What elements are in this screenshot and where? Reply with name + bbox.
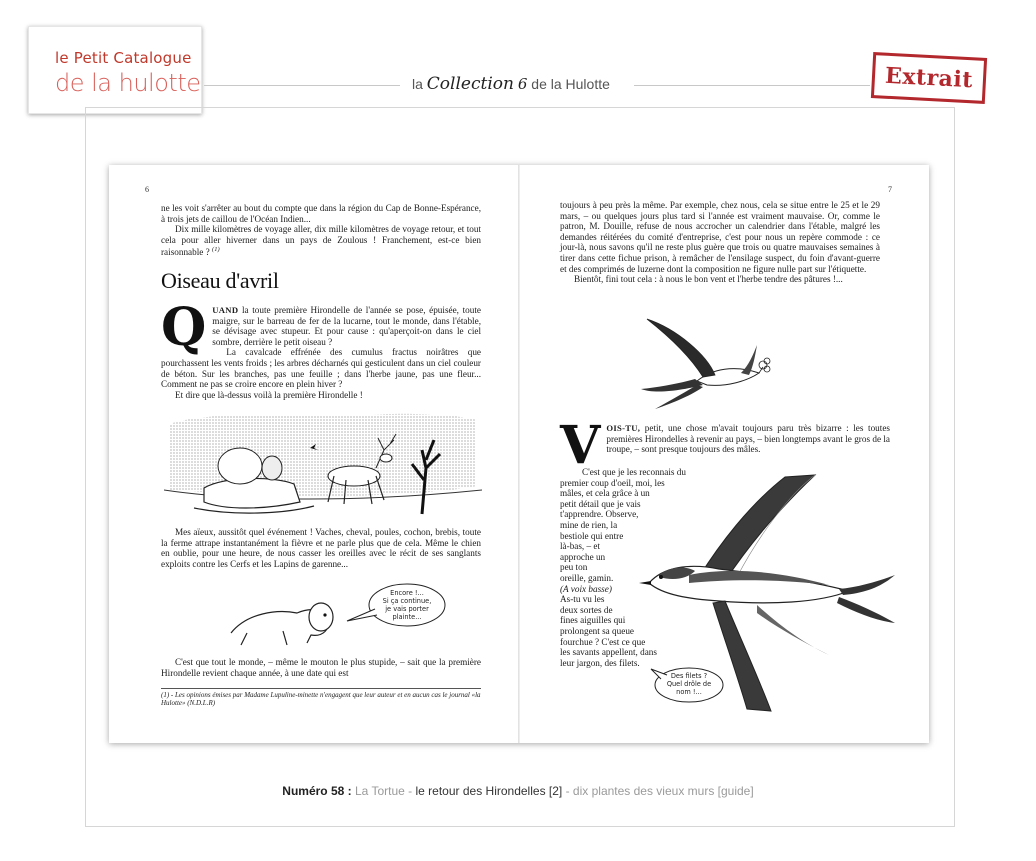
wrap-line-15: fines aiguilles qui <box>560 615 626 626</box>
right-top-text <box>560 200 880 285</box>
issue-part-3: - dix plantes des vieux murs [guide] <box>565 784 754 798</box>
wrap-line-6: mine de rien, la <box>560 519 618 530</box>
left-intro-text <box>161 203 481 258</box>
filets-bubble-line-2: Quel drôle de <box>666 680 712 688</box>
paragraph-tout-le-monde: C'est que tout le monde, – même le mouton le plus stupide, – sait que la première Hirondelle revient chaque année, à une date qui est <box>161 657 481 678</box>
wrap-line-5: t'apprendre. Observe, <box>560 509 639 520</box>
left-text-final <box>161 657 481 678</box>
header-rule-right <box>634 85 870 86</box>
intro-paragraph-1: ne les voit s'arrêter au bout du compte que dans la région du Cap de Bonne-Espérance, à trois jets de caillou de l'Océan Indien... <box>161 203 481 224</box>
wrap-line-10: peu ton <box>560 562 588 573</box>
logo-line-2: de la hulotte <box>55 69 201 97</box>
footnote-mark: (1) <box>212 246 220 254</box>
issue-part-2: le retour des Hirondelles [2] <box>415 784 563 798</box>
issue-number: Numéro 58 : <box>282 784 352 798</box>
issue-caption <box>0 784 1036 798</box>
dog-drawing <box>231 603 333 645</box>
header-rule-left <box>204 85 400 86</box>
dog-bubble-line-4: plainte... <box>392 613 422 621</box>
small-swallow-illustration <box>637 315 787 410</box>
paragraph-vois-tu-text: petit, une chose m'avait toujours paru très bizarre : les toutes premières Hirondelles à revenir au pays, – bien longtemps avant le gros de la troupe, – sont presque toujours des mâles. <box>606 423 890 455</box>
left-text-lower <box>161 527 481 569</box>
lead-word-vois-tu: OIS-TU, <box>606 423 641 433</box>
paragraph-quand <box>161 297 481 358</box>
intro-paragraph-2-text: Dix mille kilomètres de voyage aller, dix mille kilomètres de voyage retour, et tout cela pour aller hiverner dans un pays de Zoulous ! Franchement, est-ce bien raisonnable ? <box>161 224 481 258</box>
collection-title-post: de la Hulotte <box>531 76 610 92</box>
dog-bubble-line-3: je vais porter <box>385 605 429 613</box>
paragraph-vois-tu <box>560 423 890 455</box>
wrap-line-3: mâles, et cela grâce à un <box>560 488 650 499</box>
chapter-title: Oiseau d'avril <box>161 268 279 293</box>
dropcap-v: V <box>560 415 601 476</box>
lead-word-quand: UAND <box>212 305 239 315</box>
left-main-text <box>161 297 481 400</box>
wrap-line-16: prolongent sa queue <box>560 625 634 636</box>
logo-line-1: le Petit Catalogue <box>55 49 192 67</box>
filets-bubble-line-1: Des filets ? <box>670 672 708 680</box>
dog-bubble-line-1: Encore !... <box>390 589 424 597</box>
dropcap-q: Q <box>161 297 207 358</box>
collection-title-script: Collection <box>426 74 514 94</box>
wrap-line-18: les savants appellent, dans <box>560 647 657 658</box>
right-wrapped-text <box>560 467 720 668</box>
wrap-line-8: là-bas, – et <box>560 541 601 552</box>
dog-speech-bubble <box>347 584 445 626</box>
page-gutter <box>518 165 520 743</box>
wrap-line-11: oreille, gamin. <box>560 572 614 583</box>
wrap-line-13: As-tu vu les <box>560 594 605 605</box>
collection-title <box>412 74 610 94</box>
wrap-line-9: approche un <box>560 551 606 562</box>
wrap-line-4: petit détail que je vais <box>560 498 641 509</box>
wrap-line-14: deux sortes de <box>560 604 613 615</box>
paragraph-aieux: Mes aïeux, aussitôt quel événement ! Vaches, cheval, poules, cochon, brebis, toute la ferme attrape instantanément la fièvre et ne parle plus que de cela. Même le chien en oublie, pour une heure, de nous casser les oreilles avec le récit de ses sanglants exploits contre les Cerfs et les Lapins de garenne... <box>161 527 481 569</box>
wrap-line-2: premier coup d'oeil, moi, les <box>560 477 665 488</box>
paragraph-premiere-hirondelle: Et dire que là-dessus voilà la première Hirondelle ! <box>175 389 363 400</box>
wrap-line-7: bestiole qui entre <box>560 530 624 541</box>
extrait-stamp <box>871 52 987 104</box>
filets-speech-bubble <box>649 665 733 705</box>
wrap-line-17: fourchue ? C'est ce que <box>560 636 646 647</box>
wrap-line-12: (A voix basse) <box>560 583 612 594</box>
logo-card[interactable] <box>28 26 202 114</box>
paragraph-quand-text: la toute première Hirondelle de l'année se pose, épuisée, toute maigre, sur le barreau de fer de la lucarne, tout le monde, dans l'étable, se dévisage avec stupeur. Et pour cause : qu'aperçoit-on dans le ciel sombre, derrière le petit oiseau ? <box>212 305 481 347</box>
paragraph-bientot: Bientôt, fini tout cela : à nous le bon vent et l'herbe tendre des pâtures !... <box>574 274 843 285</box>
intro-paragraph-2 <box>161 224 481 258</box>
right-page-number: 7 <box>888 185 892 194</box>
collection-number: 6 <box>517 75 528 93</box>
filets-bubble-line-3: nom !... <box>676 688 702 696</box>
issue-part-1: La Tortue - <box>355 784 413 798</box>
dog-bubble-line-2: Si ça continue, <box>382 597 432 605</box>
paragraph-toujours: toujours à peu près la même. Par exemple, chez nous, cela se situe entre le 25 et le 29 mars, – ou quelques jours plus tard si l'année est vraiment mauvaise. Or, comme le patron, M. Douille, refuse de nous accrocher un calendrier dans l'étable, malgré les demandes réitérées du comité d'entreprise, c'est pour nous un repère commode : ce jour-là, nous savons qu'il ne reste plus guère que trois ou quatre mauvaises semaines à tirer dans cette fichue prison, à remâcher de l'ensilage suspect, du foin d'avant-guerre et des comprimés de luzerne dont la composition ne figure nulle part sur l'étiquette. <box>560 200 880 274</box>
dog-illustration <box>227 583 447 647</box>
wrap-line-1: C'est que je les reconnais du <box>582 467 686 477</box>
wrap-line-19: leur jargon, des filets. <box>560 657 640 668</box>
left-page-number: 6 <box>145 185 149 194</box>
stamp-label: Extrait <box>884 62 974 94</box>
paragraph-cavalcade: La cavalcade effrénée des cumulus fractus noirâtres que pourchassent les vents froids ; les arbres décharnés qui gesticulent dans un ciel couleur de béton. Sur les branches, pas une feuille ; dans l'herbe jaune, pas une fleur... Comment ne pas se croire encore en plein hiver ? <box>161 347 481 390</box>
winter-sleigh-illustration <box>164 410 482 522</box>
footnote: (1) - Les opinions émises par Madame Lupuline-minette n'engagent que leur auteur et en aucun cas le journal «la Hulotte» (N.D.L.R) <box>161 688 481 708</box>
book-spread <box>109 165 929 743</box>
collection-title-pre: la <box>412 76 423 92</box>
